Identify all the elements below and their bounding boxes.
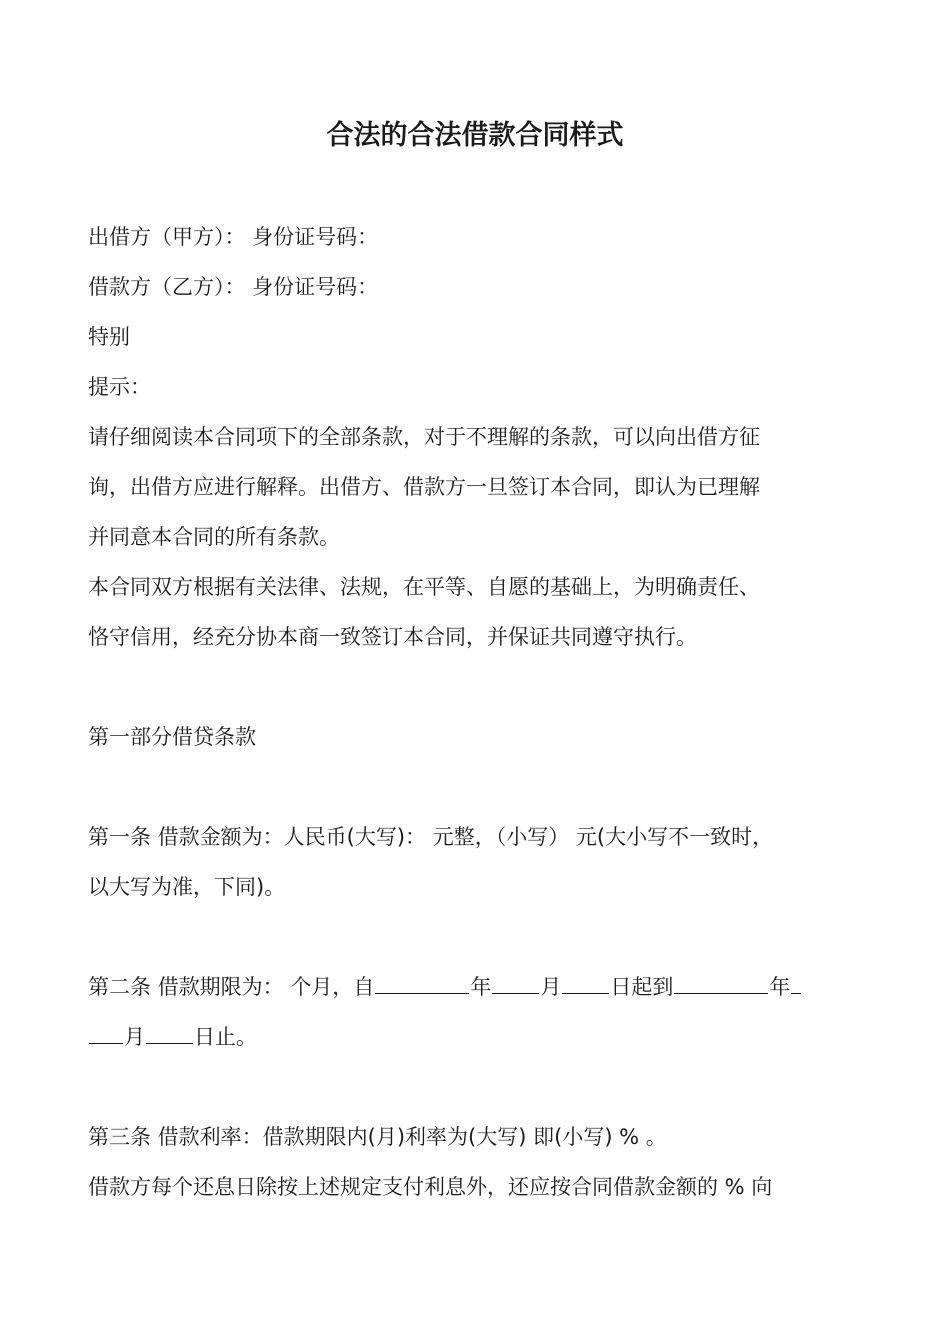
- article-2-text-e: 年: [769, 975, 791, 999]
- day-blank: [562, 972, 609, 994]
- article-1-line-1: 第一条 借款金额为：人民币(大写)： 元整，（小写） 元(大小写不一致时，: [88, 825, 774, 849]
- spacer: [88, 762, 888, 812]
- notice-paragraph-line-3: 并同意本合同的所有条款。: [88, 525, 340, 549]
- end-day-blank: [146, 1022, 193, 1044]
- document-title: 合法的合法借款合同样式: [326, 120, 624, 151]
- article-1-line-2: 以大写为准，下同)。: [88, 875, 286, 899]
- document-body: [88, 212, 888, 1212]
- spacer: [88, 912, 888, 962]
- month-blank: [492, 972, 539, 994]
- end-year-blank: [674, 972, 768, 994]
- spacer: [88, 1062, 888, 1112]
- article-3-line-1: 第三条 借款利率：借款期限内(月)利率为(大写) 即(小写) % 。: [88, 1125, 667, 1149]
- notice-label: 提示：: [88, 375, 151, 399]
- article-2-text-g: 日止。: [194, 1025, 257, 1049]
- article-2-text-a: 第二条 借款期限为： 个月，自: [88, 975, 375, 999]
- article-2-text-b: 年: [470, 975, 492, 999]
- notice-paragraph-line-1: 请仔细阅读本合同项下的全部条款，对于不理解的条款，可以向出借方征: [88, 425, 760, 449]
- special-label: 特别: [88, 325, 130, 349]
- notice-paragraph-line-2: 询，出借方应进行解释。出借方、借款方一旦签订本合同，即认为已理解: [88, 475, 760, 499]
- section-heading: 第一部分借贷条款: [88, 725, 256, 749]
- article-2-text-d: 日起到: [610, 975, 674, 999]
- article-2-line-2: [88, 1012, 888, 1062]
- lender-line: 出借方（甲方）： 身份证号码：: [88, 225, 379, 249]
- borrower-line: 借款方（乙方）： 身份证号码：: [88, 275, 379, 299]
- end-month-blank-start: [791, 972, 801, 994]
- end-month-blank-end: [89, 1022, 123, 1044]
- spacer: [88, 662, 888, 712]
- article-2-text-f: 月: [124, 1025, 145, 1049]
- year-blank: [375, 972, 469, 994]
- preamble-line-2: 恪守信用，经充分协本商一致签订本合同，并保证共同遵守执行。: [88, 625, 697, 649]
- preamble-line-1: 本合同双方根据有关法律、法规，在平等、自愿的基础上，为明确责任、: [88, 575, 760, 599]
- article-2-text-c: 月: [540, 975, 562, 999]
- article-2-line-1: [88, 962, 888, 1012]
- article-3-line-2: 借款方每个还息日除按上述规定支付利息外，还应按合同借款金额的 % 向: [88, 1175, 773, 1199]
